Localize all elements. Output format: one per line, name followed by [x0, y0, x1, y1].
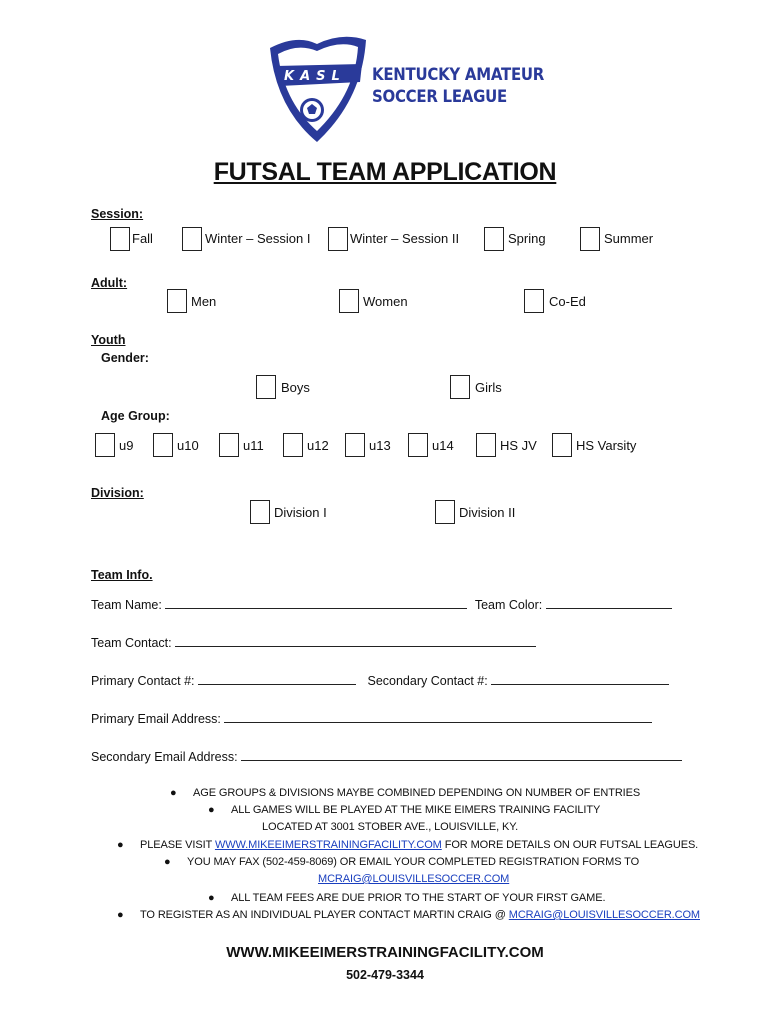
team-color-label: Team Color: [474, 598, 543, 612]
bullet-icon: ● [170, 787, 177, 799]
option-men: Men [191, 294, 217, 309]
checkbox-u9[interactable] [95, 433, 115, 457]
option-division-2: Division II [459, 505, 516, 520]
secondary-email-row [91, 748, 682, 764]
session-label: Session: [91, 207, 144, 221]
team-info-label: Team Info. [91, 568, 153, 582]
email-link[interactable]: MCRAIG@LOUISVILLESOCCER.COM [318, 873, 510, 885]
checkbox-girls[interactable] [450, 375, 470, 399]
team-contact-label: Team Contact: [91, 636, 172, 650]
option-spring: Spring [508, 231, 546, 246]
primary-contact-label: Primary Contact #: [91, 674, 195, 688]
checkbox-hs-jv[interactable] [476, 433, 496, 457]
bullet-icon: ● [208, 892, 215, 904]
email-link-2[interactable]: MCRAIG@LOUISVILLESOCCER.COM [508, 909, 700, 921]
team-color-field[interactable] [546, 596, 672, 609]
checkbox-co-ed[interactable] [524, 289, 544, 313]
team-contact-row [91, 634, 536, 650]
checkbox-u11[interactable] [219, 433, 239, 457]
option-hs-varsity: HS Varsity [576, 438, 637, 453]
primary-email-field[interactable] [224, 710, 652, 723]
org-name-line2: SOCCER LEAGUE [372, 87, 507, 107]
bullet-icon: ● [117, 839, 124, 851]
option-summer: Summer [604, 231, 654, 246]
secondary-email-label: Secondary Email Address: [91, 750, 238, 764]
youth-label: Youth [91, 333, 126, 347]
primary-contact-field[interactable] [198, 672, 356, 685]
option-boys: Boys [281, 380, 310, 395]
org-name [372, 64, 544, 108]
checkbox-women[interactable] [339, 289, 359, 313]
option-u11: u11 [243, 438, 264, 453]
org-name-line1: KENTUCKY AMATEUR [372, 65, 545, 85]
option-winter-session-1: Winter – Session I [205, 231, 311, 246]
note-age-groups: AGE GROUPS & DIVISIONS MAYBE COMBINED DEPENDING ON NUMBER OF ENTRIES [193, 787, 641, 799]
checkbox-u13[interactable] [345, 433, 365, 457]
note-fax-email: YOU MAY FAX (502-459-8069) OR EMAIL YOUR COMPLETED REGISTRATION FORMS TO [187, 856, 640, 868]
kasl-logo [262, 30, 372, 145]
form-title: FUTSAL TEAM APPLICATION [213, 158, 557, 186]
contact-numbers-row [91, 672, 669, 688]
note-individual-player [140, 909, 700, 921]
secondary-email-field[interactable] [241, 748, 682, 761]
gender-label: Gender: [101, 351, 149, 365]
bullet-icon: ● [164, 856, 171, 868]
adult-label: Adult: [91, 276, 128, 290]
option-hs-jv: HS JV [500, 438, 537, 453]
checkbox-u14[interactable] [408, 433, 428, 457]
note-individual-text: TO REGISTER AS AN INDIVIDUAL PLAYER CONTACT MARTIN CRAIG @ [140, 909, 506, 921]
checkbox-division-1[interactable] [250, 500, 270, 524]
checkbox-summer[interactable] [580, 227, 600, 251]
option-fall: Fall [132, 231, 153, 246]
option-winter-session-2: Winter – Session II [350, 231, 460, 246]
checkbox-winter-session-1[interactable] [182, 227, 202, 251]
checkbox-men[interactable] [167, 289, 187, 313]
checkbox-u10[interactable] [153, 433, 173, 457]
option-u12: u12 [307, 438, 329, 453]
checkbox-u12[interactable] [283, 433, 303, 457]
team-name-label: Team Name: [91, 598, 162, 612]
age-group-label: Age Group: [101, 409, 170, 423]
bullet-icon: ● [117, 909, 124, 921]
secondary-contact-label: Secondary Contact #: [367, 674, 488, 688]
checkbox-hs-varsity[interactable] [552, 433, 572, 457]
option-u13: u13 [369, 438, 391, 453]
primary-email-label: Primary Email Address: [91, 712, 221, 726]
checkbox-division-2[interactable] [435, 500, 455, 524]
option-division-1: Division I [274, 505, 327, 520]
footer-website: WWW.MIKEEIMERSTRAININGFACILITY.COM [226, 944, 544, 961]
note-team-fees: ALL TEAM FEES ARE DUE PRIOR TO THE START OF YOUR FIRST GAME. [231, 892, 606, 904]
checkbox-boys[interactable] [256, 375, 276, 399]
svg-text:KASL: KASL [284, 69, 346, 84]
checkbox-fall[interactable] [110, 227, 130, 251]
team-contact-field[interactable] [175, 634, 536, 647]
option-u14: u14 [432, 438, 454, 453]
option-u10: u10 [177, 438, 199, 453]
note-games-location: ALL GAMES WILL BE PLAYED AT THE MIKE EIMERS TRAINING FACILITY [231, 804, 601, 816]
checkbox-spring[interactable] [484, 227, 504, 251]
option-girls: Girls [475, 380, 502, 395]
footer-phone: 502-479-3344 [346, 968, 424, 982]
website-link[interactable]: WWW.MIKEEIMERSTRAININGFACILITY.COM [214, 839, 442, 851]
secondary-contact-field[interactable] [491, 672, 669, 685]
team-name-row [91, 596, 672, 612]
note-visit-text: PLEASE VISIT [140, 839, 212, 851]
division-label: Division: [91, 486, 144, 500]
team-name-field[interactable] [165, 596, 467, 609]
option-co-ed: Co-Ed [549, 294, 586, 309]
option-women: Women [363, 294, 408, 309]
bullet-icon: ● [208, 804, 215, 816]
primary-email-row [91, 710, 652, 726]
note-address: LOCATED AT 3001 STOBER AVE., LOUISVILLE, KY. [262, 821, 519, 833]
note-visit-website [140, 839, 698, 851]
option-u9: u9 [119, 438, 134, 453]
note-visit-text-2: FOR MORE DETAILS ON OUR FUTSAL LEAGUES. [444, 839, 699, 851]
checkbox-winter-session-2[interactable] [328, 227, 348, 251]
